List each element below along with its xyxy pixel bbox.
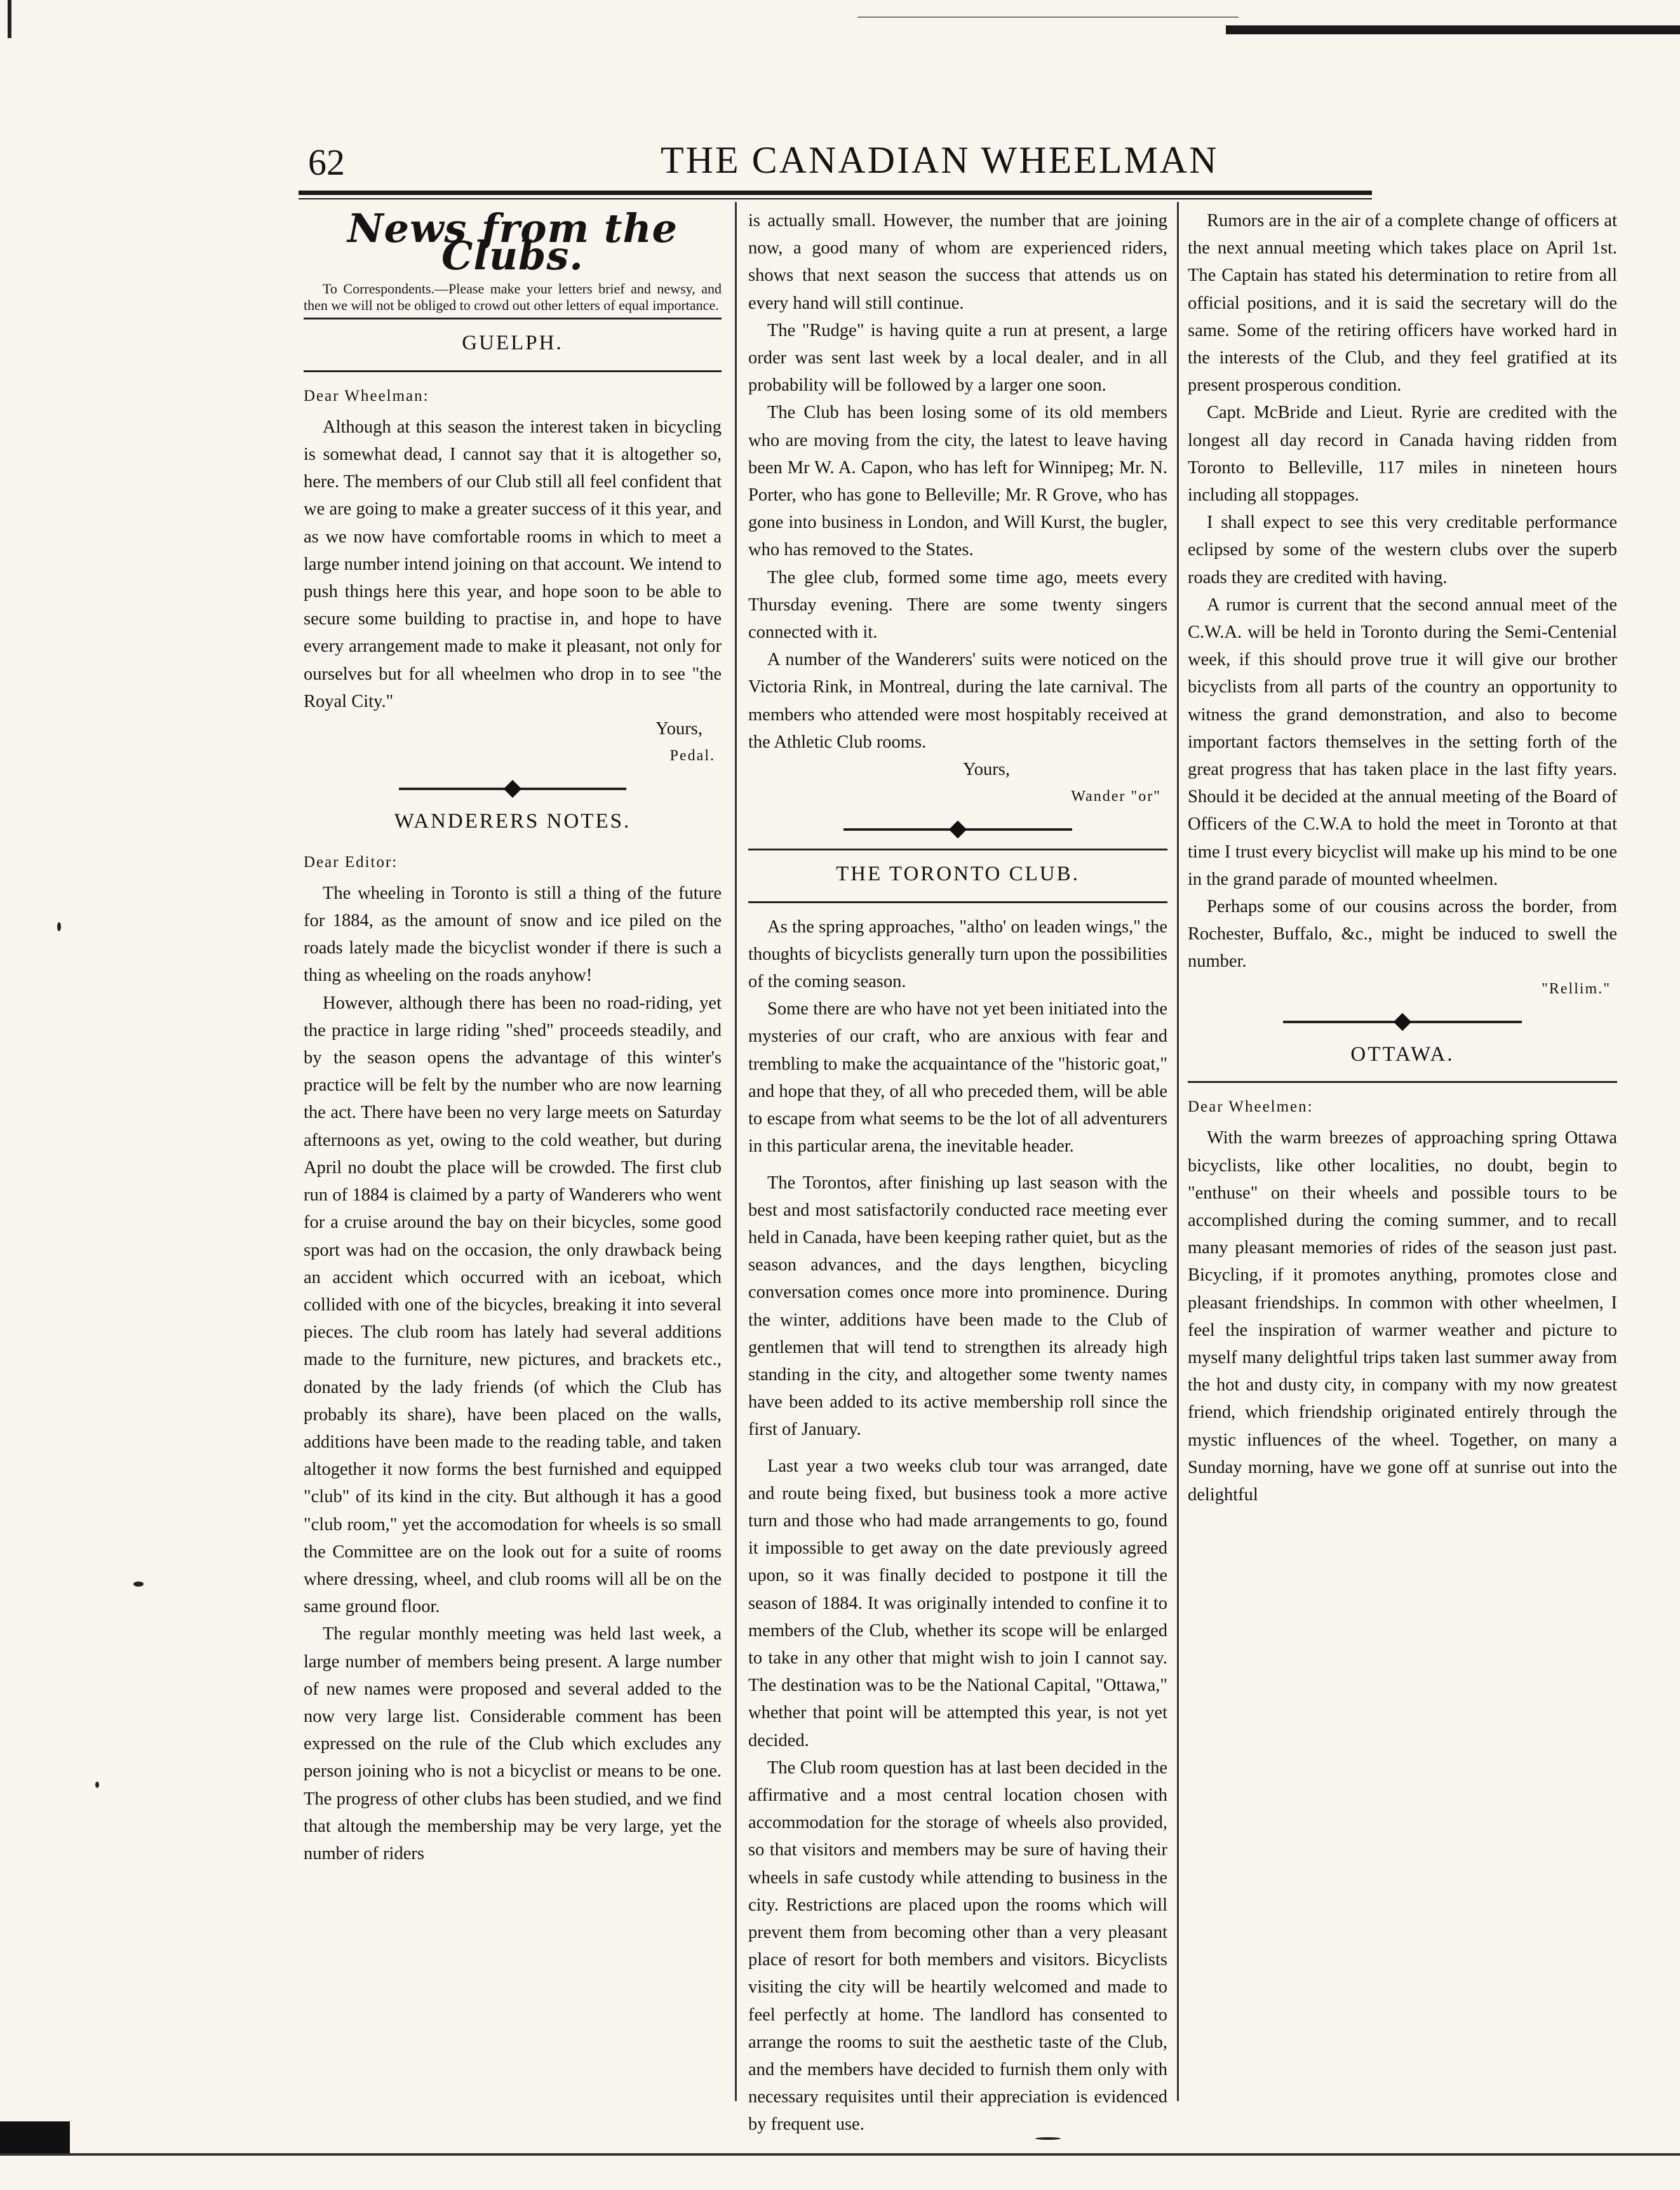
wanderers-paragraph: The "Rudge" is having quite a run at present, a large order was sent last week by a local dealer, and in all probability will be followed by a larger one soon. (748, 320, 1167, 396)
section-ornament (304, 781, 722, 796)
column-1 (304, 207, 722, 1867)
scan-edge-mark (8, 0, 11, 38)
guelph-body: Although at this season the interest taken in bicycling is somewhat dead, I cannot say that it is altogether so, here. The members of our Club still all feel confident that we are going to make a greater success of it this year, and as we now have comfortable rooms in which to meet a large number intend joining on that account. We intend to push things here this year, and hope soon to be able to secure some building to practise in, and hope to have every arrangement made to make it pleasant, not only for ourselves but for all wheelmen who drop in to see "the Royal City." (304, 417, 722, 711)
correspondents-note: To Correspondents.—Please make your letters brief and newsy, and then we will not be obliged to crowd out other letters of equal importance. (304, 281, 722, 314)
header-rule-thin (299, 198, 1372, 199)
wanderers-paragraph: However, although there has been no road-riding, yet the practice in large riding "shed" proceeds steadily, and by the season opens the advantage of this winter's practice will be felt by the number who are now learning the act. There have been no very large meets on Saturday afternoons as yet, owing to the cold weather, but during April no doubt the place will be crowded. The first club run of 1884 is claimed by a party of Wanderers who went for a cruise around the bay on their bicycles, some good sport was had on the occasion, the only drawback being an accident which occurred with an iceboat, which collided with one of the bicycles, breaking it into several pieces. The club room has lately had several additions made to the furniture, new pictures, and brackets etc., donated by the lady friends (of which the Club has probably its share), have been placed on the walls, additions have been made to the reading table, and taken altogether it now forms the best furnished and equipped "club" of its kind in the city. But although it has a good "club room," yet the accomodation for wheels is so small the Committee are on the look out for a suite of rooms where dressing, wheel, and club rooms will all be on the same ground floor. (304, 993, 722, 1617)
toronto-paragraph: Some there are who have not yet been initiated into the mysteries of our craft, who are anxious with fear and trembling to make the acquaintance of the "historic goat," and hope that they, of all who preceded them, will be able to escape from what seems to be the lot of all adventurers in this particular arena, the inevitable header. (748, 999, 1167, 1157)
column-divider-2 (1177, 202, 1179, 2101)
wanderers-closing: Yours, (963, 760, 1010, 780)
section-ornament (748, 822, 1167, 837)
wanderers-paragraph: The regular monthly meeting was held last week, a large number of members being present. A large number of new names were proposed and several added to the now very large list. Considerable comment has been expressed on the rule of the Club which excludes any person joining who is not a bicyclist or means to be one. The progress of other clubs has been studied, and we find that altough the membership may be very large, yet the number of riders (304, 1624, 722, 1864)
section-masthead: News from the Clubs. (347, 205, 678, 279)
toronto-paragraph: The Torontos, after finishing up last season with the best and most satisfactorily conducted race meeting ever held in Canada, have been keeping rather quiet, but as the season advances, and the days lengthen, bicycling conversation comes once more into prominence. During the winter, additions have been made to the Club of gentlemen that will tend to strengthen its already high standing in the city, and altogether some twenty names have been added to its active membership roll since the first of January. (748, 1172, 1167, 1440)
wanderers-title: WANDERERS NOTES. (394, 810, 631, 833)
column-2 (748, 207, 1167, 2139)
toronto-paragraph: Perhaps some of our cousins across the border, from Rochester, Buffalo, &c., might be induced to swell the number. (1188, 897, 1617, 972)
toronto-paragraph: A rumor is current that the second annual meet of the C.W.A. will be held in Toronto during the Semi-Centenial week, if this should prove true it will give our brother bicyclists from all parts of the country an opportunity to witness the grand demonstration, and also to become important factors themselves in the setting forth of the great progress that has taken place in the last fifty years. Should it be decided at the annual meeting of the Board of Officers of the C.W.A to hold the meet in Toronto at that time I trust every bicyclist will make up his mind to be one in the grand parade of mounted wheelmen. (1188, 595, 1617, 889)
toronto-title: THE TORONTO CLUB. (836, 863, 1080, 886)
toronto-signature: "Rellim." (1542, 980, 1611, 997)
column-divider-1 (735, 202, 737, 2101)
guelph-signature: Pedal. (669, 748, 715, 765)
wanderers-paragraph: The glee club, formed some time ago, meets every Thursday evening. There are some twenty singers connected with it. (748, 567, 1167, 643)
column-3 (1188, 207, 1617, 1508)
section-rule (1188, 1081, 1617, 1083)
ottawa-salutation: Dear Wheelmen: (1188, 1098, 1314, 1116)
ottawa-body: With the warm breezes of approaching spring Ottawa bicyclists, like other localities, no doubt, begin to "enthuse" on their wheels and possible tours to be accomplished during the coming summer, and to recall many pleasant memories of rides of the season just past. Bicycling, if it promotes anything, promotes close and pleasant friendships. In common with other wheelmen, I feel the inspiration of warmer weather and picture to myself many delightful trips taken last summer away from the hot and dusty city, in company with my now greatest friend, which friendship originated entirely through the mystic influences of the wheel. Together, on many a Sunday morning, have we gone off at sunrise out into the delightful (1188, 1128, 1617, 1505)
ottawa-title: OTTAWA. (1350, 1042, 1455, 1066)
scan-speck (95, 1782, 99, 1788)
toronto-paragraph: I shall expect to see this very creditable performance eclipsed by some of the western clubs over the superb roads they are credited with having. (1188, 513, 1617, 588)
guelph-closing: Yours, (655, 719, 702, 739)
section-rule (304, 318, 722, 319)
wanderers-paragraph: is actually small. However, the number that are joining now, a good many of whom are experienced riders, shows that next season the success that attends us on every hand will still continue. (748, 211, 1167, 313)
page-number: 62 (308, 142, 345, 183)
header-rule (299, 191, 1372, 195)
scan-speck (133, 1582, 144, 1587)
scan-speck (57, 922, 61, 931)
publication-title: THE CANADIAN WHEELMAN (661, 139, 1219, 181)
scan-top-line (857, 17, 1239, 18)
toronto-paragraph: As the spring approaches, "altho' on leaden wings," the thoughts of bicyclists generally turn upon the possibilities of the coming season. (748, 917, 1167, 992)
toronto-paragraph: The Club room question has at last been decided in the affirmative and a most central location chosen with accommodation for the storage of wheels also provided, so that visitors and members may be sure of having their wheels in safe custody while attending to business in the city. Restrictions are placed upon the rooms which will prevent them from becoming other than a very pleasant place of resort for both members and visitors. Bicyclists visiting the city will be heartily welcomed and made to feel perfectly at home. The landlord has consented to arrange the rooms to suit the aesthetic taste of the Club, and the members have decided to furnish them only with necessary requisites until their appreciation is evidenced by frequent use. (748, 1757, 1167, 2135)
toronto-paragraph: Capt. McBride and Lieut. Ryrie are credited with the longest all day record in Canada having ridden from Toronto to Belleville, 117 miles in nineteen hours including all stoppages. (1188, 403, 1617, 506)
section-ornament (1188, 1014, 1617, 1030)
scan-bottom-line (0, 2153, 1680, 2156)
toronto-paragraph: Last year a two weeks club tour was arranged, date and route being fixed, but business took a more active turn and those who had made arrangements to go, found it impossible to get away on the date previously agreed upon, so it was finally decided to postpone it till the season of 1884. It was originally intended to confine it to members of the Club, whether its scope will be enlarged to take in any other that might wish to join I cannot say. The destination was to be the National Capital, "Ottawa," whether that point will be attempted this year, is not yet decided. (748, 1456, 1167, 1750)
wanderers-paragraph: The Club has been losing some of its old members who are moving from the city, the latest to leave having been Mr W. A. Capon, who has left for Winnipeg; Mr. N. Porter, who has gone to Belleville; Mr. R Grove, who has gone into business in London, and Will Kurst, the bugler, who has removed to the States. (748, 403, 1167, 560)
wanderers-paragraph: The wheeling in Toronto is still a thing of the future for 1884, as the amount of snow and ice piled on the roads lately made the bicyclist wonder if there is such a thing as wheeling on the roads anyhow! (304, 883, 722, 986)
wanderers-signature: Wander "or" (1071, 788, 1161, 805)
section-rule (748, 849, 1167, 850)
guelph-salutation: Dear Wheelman: (304, 387, 429, 405)
guelph-title: GUELPH. (462, 332, 563, 355)
scan-corner-block (0, 2121, 70, 2153)
section-rule (304, 370, 722, 372)
scan-top-bar (1226, 25, 1680, 34)
scan-speck (1035, 2137, 1061, 2140)
toronto-paragraph: Rumors are in the air of a complete change of officers at the next annual meeting which takes place on April 1st. The Captain has stated his determination to retire from all official positions, and it is said the secretary will do the same. Some of the retiring officers have worked hard in the interests of the Club, and they feel gratified at its present prosperous condition. (1188, 211, 1617, 396)
wanderers-salutation: Dear Editor: (304, 853, 398, 871)
section-rule (748, 901, 1167, 903)
wanderers-paragraph: A number of the Wanderers' suits were noticed on the Victoria Rink, in Montreal, during the late carnival. The members who attended were most hospitably received at the Athletic Club rooms. (748, 650, 1167, 752)
